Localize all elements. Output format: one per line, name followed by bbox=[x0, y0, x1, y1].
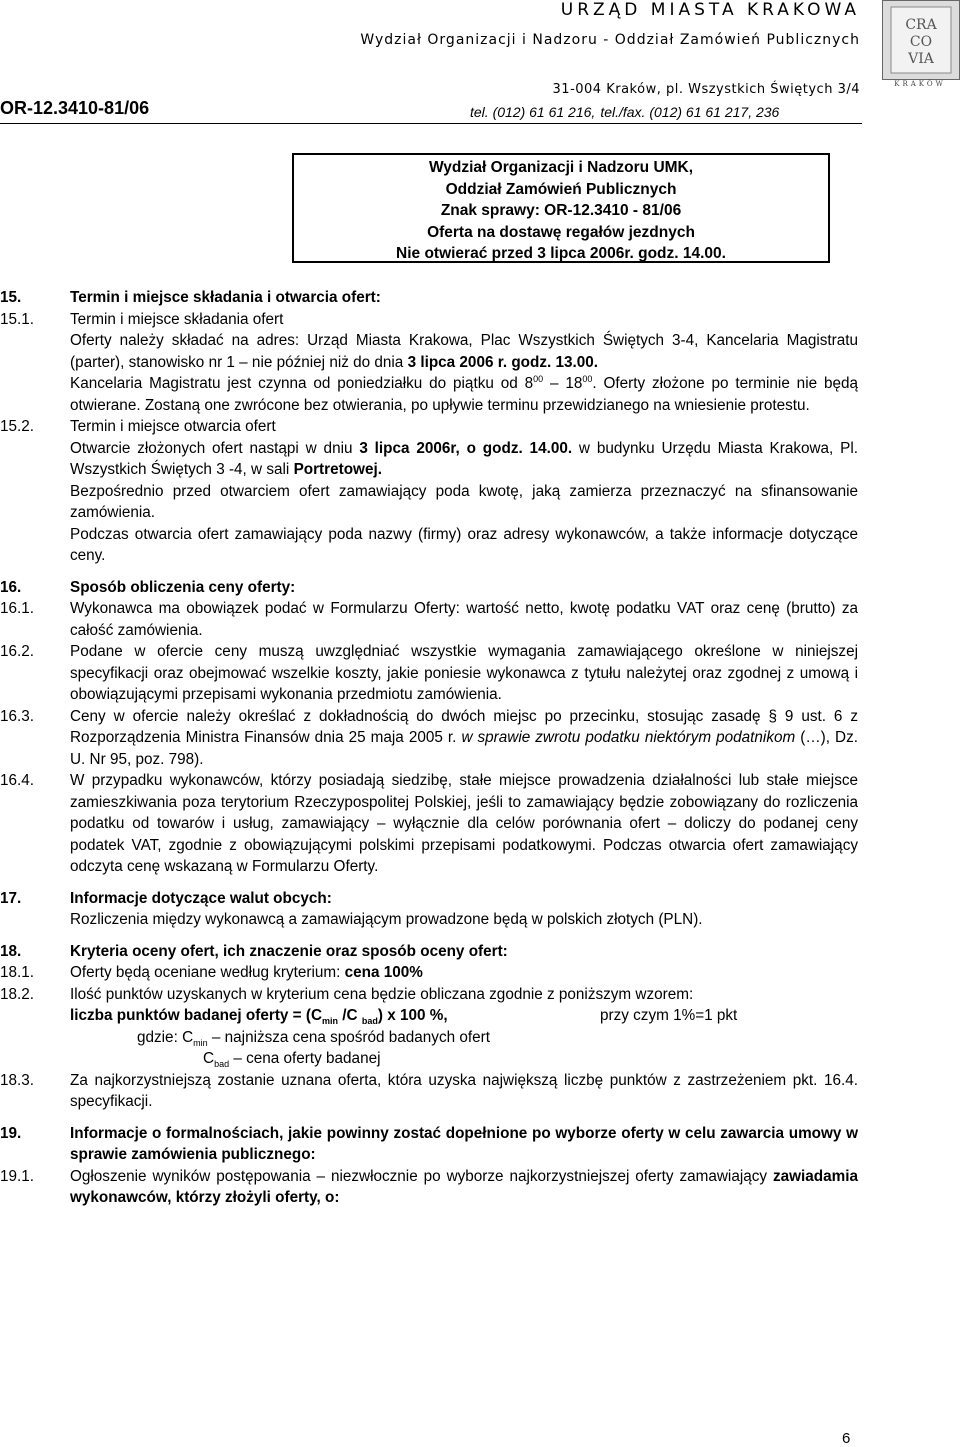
page-number: 6 bbox=[842, 1430, 851, 1447]
section-17-heading: 17. Informacje dotyczące walut obcych: bbox=[0, 889, 332, 907]
section-18-2: 18.2. Ilość punktów uzyskanych w kryterium cena będzie obliczana zgodnie z poniższym wzorem: liczba punktów badanej oferty = ($C_{min}$ /C $_{bad}$) x 100 %, przy czym 1%=1 pkt gdzie: $C_{min}$ – najniższa cena spośród badanych ofert $C_{bad}$ – cena oferty badanej bbox=[0, 984, 858, 1070]
section-15-heading: 15. Termin i miejsce składania i otwarcia ofert: bbox=[0, 289, 381, 306]
office-title: URZĄD MIASTA KRAKOWA bbox=[560, 0, 860, 20]
points-formula: liczba punktów badanej oferty = ($C_{min}$ /C $_{bad}$) x 100 %, przy czym 1%=1 pkt bbox=[70, 1007, 738, 1027]
logo-caption: KRAKÓW bbox=[894, 80, 946, 88]
cracovia-logo-icon bbox=[882, 0, 960, 80]
box-line: Nie otwierać przed 3 lipca 2006r. godz. 14.00. bbox=[396, 245, 726, 262]
reference-number: OR-12.3410-81/06 bbox=[0, 98, 150, 118]
formula-legend-bad: $C_{bad}$ – cena oferty badanej bbox=[203, 1050, 381, 1070]
section-17-body: Rozliczenia między wykonawcą a zamawiającym prowadzone będą w polskich złotych (PLN). bbox=[70, 911, 703, 928]
section-16-2: 16.2. Podane w ofercie ceny muszą uwzględniać wszystkie wymagania zamawiającego określone w niniejszej specyfikacji oraz obejmować wszelkie koszty, jakie poniesie wykonawca z tytułu należytej oraz zgodnej z umową i obowiązującymi przepisami wykonania przedmiotu zamówienia. bbox=[0, 643, 858, 703]
formula-legend-min: gdzie: $C_{min}$ – najniższa cena spośród badanych ofert bbox=[137, 1028, 490, 1048]
logo-line-2: CO bbox=[909, 34, 933, 50]
section-16-4: 16.4. W przypadku wykonawców, którzy posiadają siedzibę, stałe miejsce prowadzenia działalności lub stałe miejsce zamieszkiwania poza terytorium Rzeczypospolitej Polskiej, jeśli to zamawiający będzie zobowiązany do rozliczenia podatku od towarów i usług, zamawiający – wyłącznie dla celów porównania ofert – doliczy do podanej ceny podatek VAT, zgodnie z obowiązującymi polskimi przepisami podatkowymi. Podczas otwarcia ofert zamawiający odczyta cenę wskazaną w Formularzu Oferty. bbox=[0, 772, 858, 875]
office-address: 31-004 Kraków, pl. Wszystkich Świętych 3/4 bbox=[552, 82, 860, 97]
logo-line-3: VIA bbox=[908, 51, 934, 67]
section-15-2: 15.2. Termin i miejsce otwarcia ofert Otwarcie złożonych ofert nastąpi w dniu 3 lipca 2006r, o godz. 14.00. w budynku Urzędu Miasta Krakowa, Pl. Wszystkich Świętych 3 -4, w sali Portretowej. Bezpośrednio przed otwarciem ofert zamawiający poda kwotę, jaką zamierza przeznaczyć na sfinansowanie zamówienia. Podczas otwarcia ofert zamawiający poda nazwy (firmy) oraz adresy wykonawców, a także informacje dotyczące ceny. bbox=[0, 418, 858, 564]
section-15-1: 15.1. Termin i miejsce składania ofert Oferty należy składać na adres: Urząd Miasta Krakowa, Plac Wszystkich Świętych 3-4, Kancelaria Magistratu (parter), stanowisko nr 1 – nie później niż do dnia 3 lipca 2006 r. godz. 13.00. Kancelaria Magistratu jest czynna od poniedziałku do piątku od $8^{00} - 18^{00}$. Oferty złożone po terminie nie będą otwierane. Zostaną one zwrócone bez otwierania, po upływie terminu przewidzianego na wniesienie protestu. bbox=[0, 310, 858, 414]
office-phone bbox=[470, 104, 844, 120]
box-line: Oferta na dostawę regałów jezdnych bbox=[427, 223, 695, 241]
section-16-3: 16.3. Ceny w ofercie należy określać z dokładnością do dwóch miejsc po przecinku, stosując zasadę § 9 ust. 6 z Rozporządzenia Ministra Finansów dnia 25 maja 2005 r. w sprawie zwrotu podatku niektórym podatnikom (…), Dz. U. Nr 95, poz. 798). bbox=[0, 707, 858, 768]
section-19-1: 19.1. Ogłoszenie wyników postępowania – niezwłocznie po wyborze najkorzystniejszej oferty zamawiający zawiadamia wykonawców, którzy złożyli oferty, o: bbox=[0, 1167, 858, 1206]
section-16-heading: 16. Sposób obliczenia ceny oferty: bbox=[0, 578, 296, 596]
header-divider bbox=[0, 123, 862, 124]
logo-line-1: CRA bbox=[905, 17, 937, 33]
department-name: Wydział Organizacji i Nadzoru - Oddział Zamówień Publicznych bbox=[360, 32, 860, 48]
envelope-label-box bbox=[292, 153, 830, 263]
box-line: Znak sprawy: OR-12.3410 - 81/06 bbox=[440, 202, 682, 219]
box-line: Oddział Zamówień Publicznych bbox=[445, 180, 677, 198]
fax-number: tel./fax. (012) 61 61 217, 236 bbox=[600, 104, 780, 120]
section-19-heading: 19. Informacje o formalnościach, jakie powinny zostać dopełnione po wyborze oferty w celu zawarcia umowy w sprawie zamówienia publicznego: bbox=[0, 1124, 858, 1163]
section-18-heading: 18. Kryteria oceny ofert, ich znaczenie oraz sposób oceny ofert: bbox=[0, 942, 508, 960]
section-18-1: 18.1. Oferty będą oceniane według kryterium: cena 100% bbox=[0, 964, 423, 981]
section-16-1: 16.1. Wykonawca ma obowiązek podać w Formularzu Oferty: wartość netto, kwotę podatku VAT oraz cenę (brutto) za całość zamówienia. bbox=[0, 600, 858, 639]
box-line: Wydział Organizacji i Nadzoru UMK, bbox=[428, 159, 694, 176]
phone-number: tel. (012) 61 61 216, bbox=[470, 104, 596, 120]
section-18-3: 18.3. Za najkorzystniejszą zostanie uznana oferta, która uzyska największą liczbę punktów z zastrzeżeniem pkt. 16.4. specyfikacji. bbox=[0, 1071, 858, 1110]
document-body bbox=[0, 287, 858, 1209]
